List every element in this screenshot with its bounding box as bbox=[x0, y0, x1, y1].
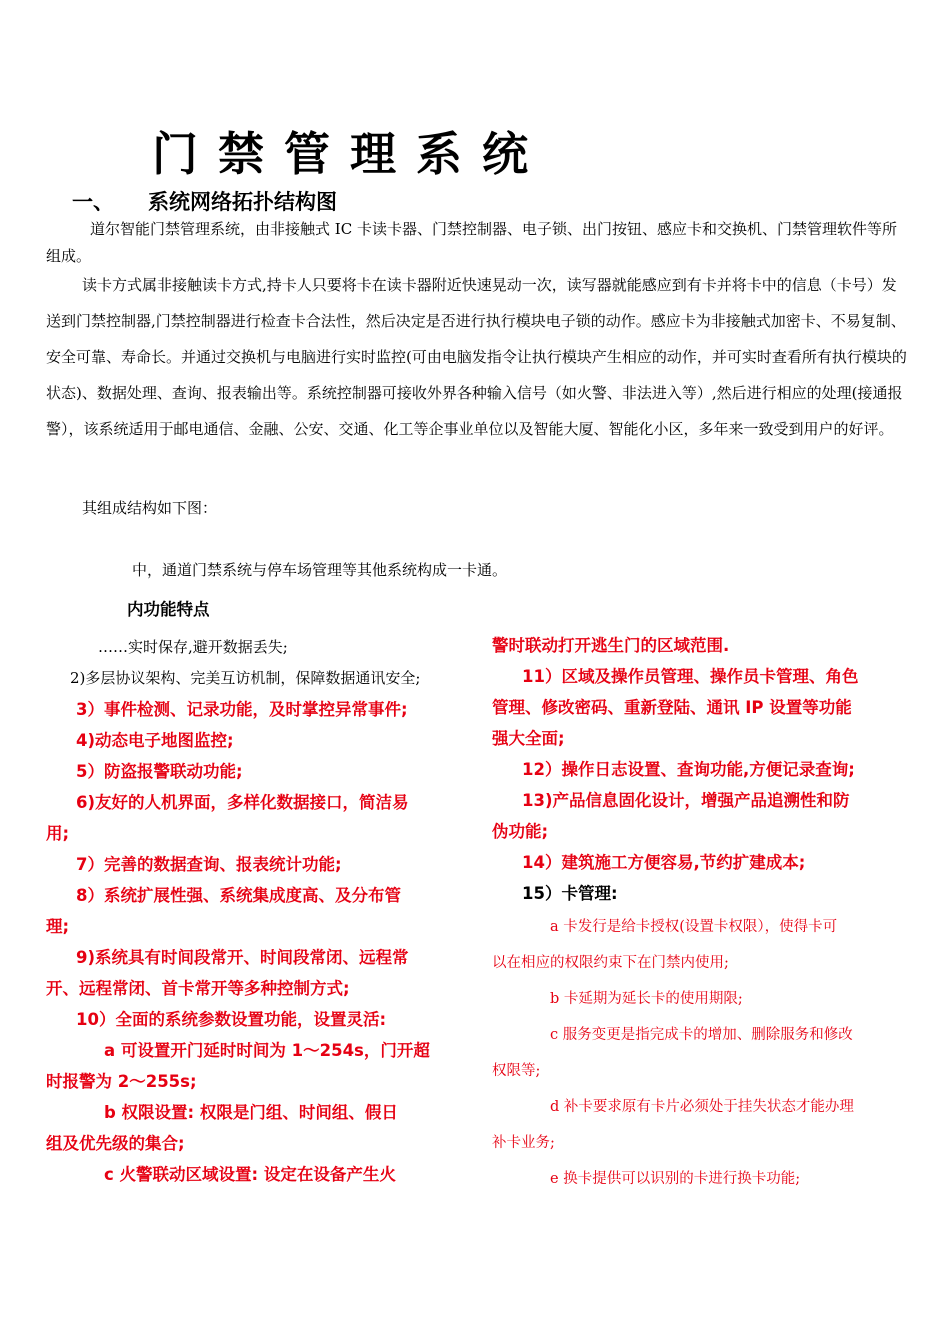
feature-line: 用; bbox=[46, 824, 70, 843]
feature-line: ……实时保存,避开数据丢失; bbox=[98, 638, 288, 656]
card-mgmt-line: 补卡业务; bbox=[492, 1135, 555, 1151]
document-title: 门禁管理系统 bbox=[152, 127, 548, 181]
card-mgmt-line: 以在相应的权限约束下在门禁内使用; bbox=[492, 955, 729, 971]
card-mgmt-line: b 卡延期为延长卡的使用期限; bbox=[550, 991, 743, 1007]
feature-line: 伪功能; bbox=[492, 822, 549, 841]
feature-line: 5）防盗报警联动功能; bbox=[76, 762, 243, 781]
feature-line: 11）区域及操作员管理、操作员卡管理、角色 bbox=[522, 667, 859, 686]
features-left-column bbox=[46, 632, 462, 1190]
feature-line: 管理、修改密码、重新登陆、通讯 IP 设置等功能 bbox=[492, 698, 852, 717]
feature-line: 警时联动打开逃生门的区域范围. bbox=[492, 636, 730, 655]
section-number: 一、 bbox=[72, 190, 114, 214]
intro-paragraph: 道尔智能门禁管理系统，由非接触式 IC 卡读卡器、门禁控制器、电子锁、出门按钮、感应卡和交换机、门禁管理软件等所组成。 bbox=[46, 220, 897, 265]
structure-intro: 其组成结构如下图： bbox=[82, 499, 218, 517]
feature-line: b 权限设置: 权限是门组、时间组、假日 bbox=[104, 1103, 398, 1122]
card-mgmt-line: 权限等; bbox=[492, 1063, 541, 1079]
feature-line: a 可设置开门延时时间为 1～254s，门开超 bbox=[104, 1041, 430, 1060]
feature-line: 9)系统具有时间段常开、时间段常闭、远程常 bbox=[76, 948, 409, 967]
card-mgmt-line: d 补卡要求原有卡片必须处于挂失状态才能办理 bbox=[550, 1099, 854, 1115]
feature-line: 强大全面; bbox=[492, 729, 565, 748]
feature-line: 6)友好的人机界面，多样化数据接口，简洁易 bbox=[76, 793, 409, 812]
one-card-paragraph: 中，通道门禁系统与停车场管理等其他系统构成一卡通。 bbox=[132, 561, 508, 579]
section-heading bbox=[72, 186, 337, 216]
feature-line: c 火警联动区域设置: 设定在设备产生火 bbox=[104, 1165, 396, 1184]
description-paragraph: 读卡方式属非接触读卡方式,持卡人只要将卡在读卡器附近快速晃动一次，读写器就能感应到有卡并将卡中的信息（卡号）发送到门禁控制器,门禁控制器进行检查卡合法性，然后决定是否进行执行模块电子锁的动作。感应卡为非接触式加密卡、不易复制、安全可靠、寿命长。并通过交换机与电脑进行实时监控(可由电脑发指令让执行模块产生相应的动作，并可实时查看所有执行模块的状态)、数据处理、查询、报表输出等。系统控制器可接收外界各种输入信号（如火警、非法进入等）,然后进行相应的处理(接通报警），该系统适用于邮电通信、金融、公安、交通、化工等企事业单位以及智能大厦、智能化小区，多年来一致受到用户的好评。 bbox=[46, 276, 907, 438]
feature-line: 4)动态电子地图监控; bbox=[76, 731, 234, 750]
card-mgmt-line: e 换卡提供可以识别的卡进行换卡功能; bbox=[550, 1171, 801, 1187]
feature-line: 开、远程常闭、首卡常开等多种控制方式; bbox=[46, 979, 350, 998]
feature-line: 12）操作日志设置、查询功能,方便记录查询; bbox=[522, 760, 855, 779]
features-heading: 内功能特点 bbox=[127, 600, 210, 619]
feature-line: 10）全面的系统参数设置功能，设置灵活: bbox=[76, 1010, 387, 1029]
feature-line: 15）卡管理: bbox=[522, 884, 618, 903]
feature-line: 3）事件检测、记录功能，及时掌控异常事件; bbox=[76, 700, 408, 719]
section-title: 系统网络拓扑结构图 bbox=[148, 190, 337, 214]
feature-line: 时报警为 2～255s; bbox=[46, 1072, 197, 1091]
feature-line: 8）系统扩展性强、系统集成度高、及分布管 bbox=[76, 886, 401, 905]
feature-line: 7）完善的数据查询、报表统计功能; bbox=[76, 855, 342, 874]
feature-line: 13)产品信息固化设计，增强产品追溯性和防 bbox=[522, 791, 850, 810]
feature-line: 理; bbox=[46, 917, 70, 936]
card-mgmt-line: a 卡发行是给卡授权(设置卡权限），使得卡可 bbox=[550, 919, 838, 935]
feature-line: 2)多层协议架构、完美互访机制，保障数据通讯安全; bbox=[70, 669, 421, 687]
card-mgmt-line: c 服务变更是指完成卡的增加、删除服务和修改 bbox=[550, 1027, 853, 1043]
feature-line: 14）建筑施工方便容易,节约扩建成本; bbox=[522, 853, 806, 872]
feature-line: 组及优先级的集合; bbox=[46, 1134, 185, 1153]
features-right-column bbox=[492, 630, 908, 1197]
